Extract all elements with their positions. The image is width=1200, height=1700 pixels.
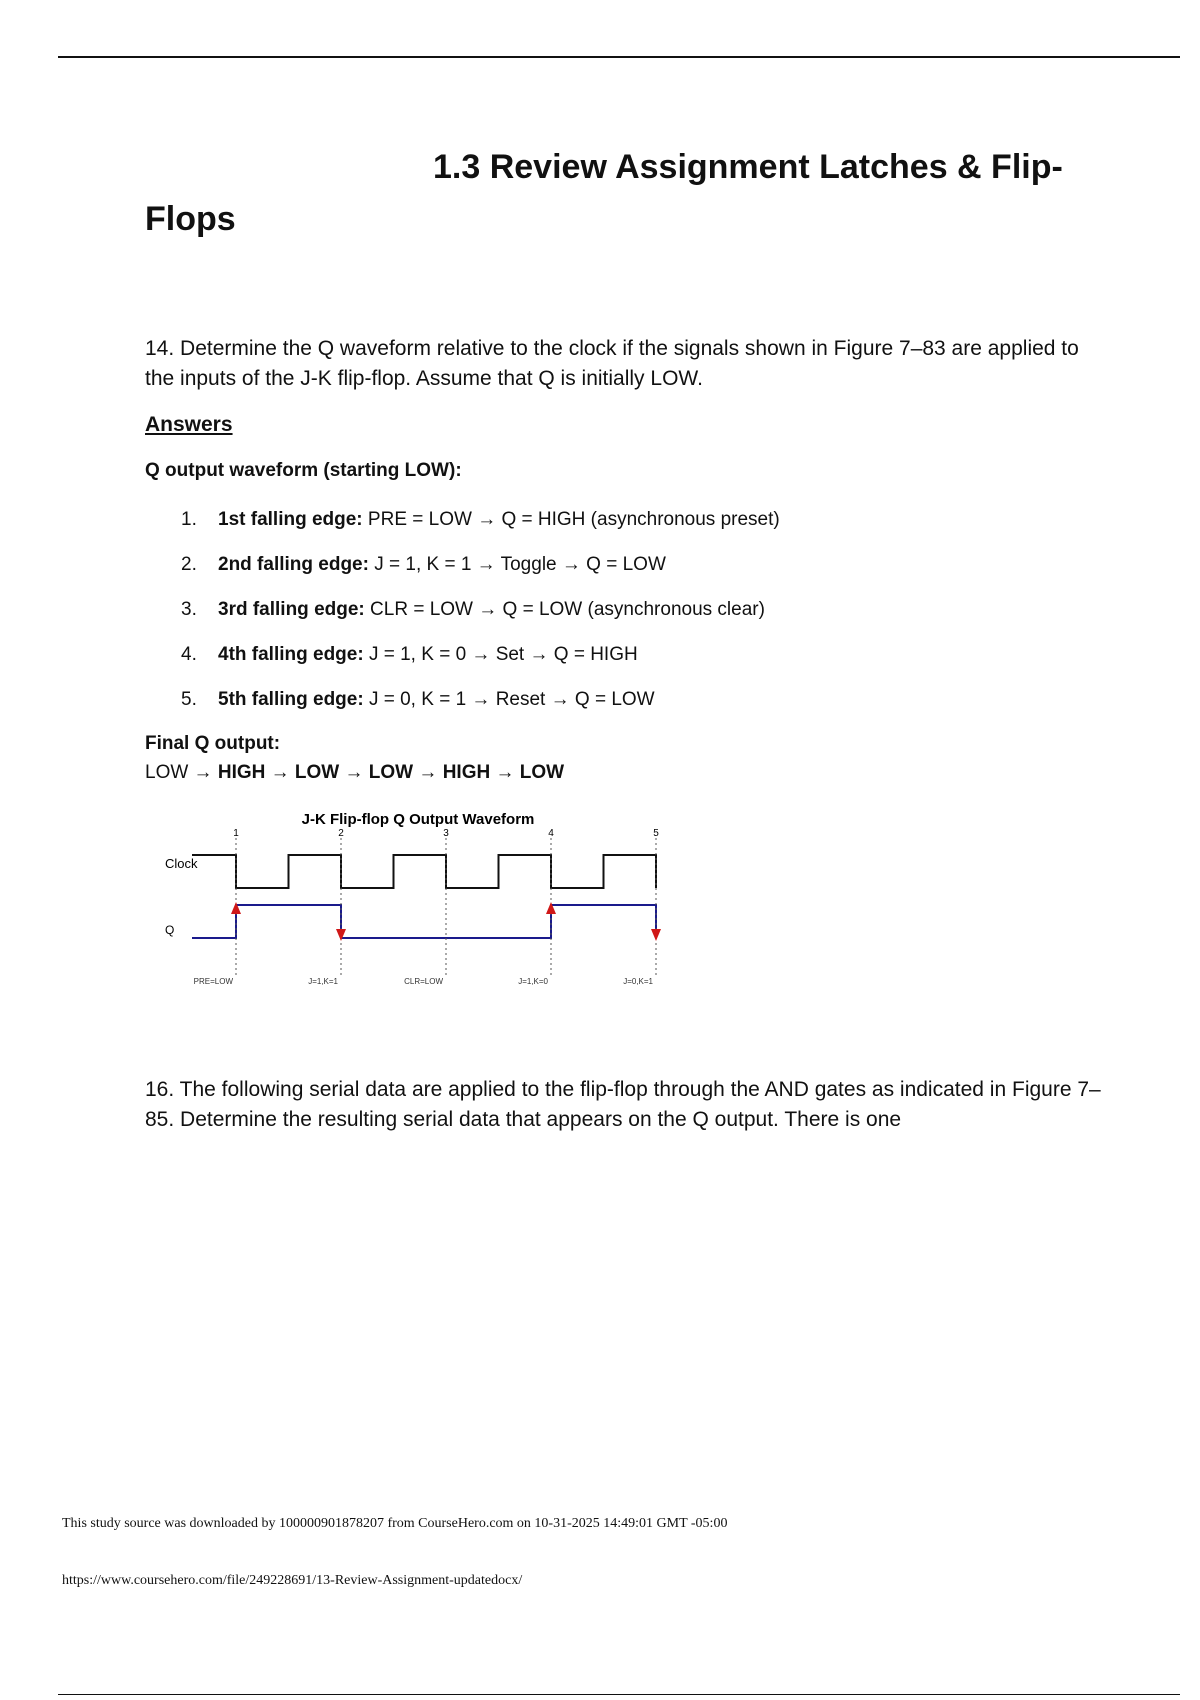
- edge-label: J=1,K=0: [518, 977, 548, 986]
- seq-part: LOW: [368, 762, 414, 783]
- step-item: [145, 595, 780, 640]
- edge-label: CLR=LOW: [404, 977, 443, 986]
- clock-trace: [192, 855, 656, 888]
- seq-part: →: [413, 762, 443, 783]
- arrow-up-icon: [546, 902, 556, 914]
- figure-title: J-K Flip-flop Q Output Waveform: [301, 811, 535, 828]
- final-q-label: Final Q output:: [145, 733, 281, 754]
- step-text: J = 1, K = 1 → Toggle → Q = LOW: [368, 554, 666, 575]
- step-item: [145, 505, 780, 550]
- seq-part: →: [265, 762, 295, 783]
- final-q-sequence: [145, 762, 564, 784]
- source-url[interactable]: https://www.coursehero.com/file/249228691/13-Review-Assignment-updatedocx/: [62, 1573, 523, 1588]
- question-14: 14. Determine the Q waveform relative to the clock if the signals shown in Figure 7–83 are applied to the inputs of the J-K flip-flop. Assume that Q is initially LOW.: [145, 337, 1079, 390]
- waveform-traces: [192, 828, 661, 986]
- seq-part: LOW: [294, 762, 340, 783]
- jk-waveform-figure: [150, 800, 680, 1000]
- clock-label: Clock: [165, 856, 198, 871]
- step-text: PRE = LOW → Q = HIGH (asynchronous preset): [362, 509, 780, 530]
- q-output-heading: Q output waveform (starting LOW):: [145, 460, 462, 481]
- step-number: 5.: [181, 689, 197, 710]
- step-number: 3.: [181, 599, 197, 620]
- edge-label: PRE=LOW: [193, 977, 233, 986]
- q-label: Q: [165, 923, 175, 937]
- step-number: 2.: [181, 554, 197, 575]
- download-notice: This study source was downloaded by 100000901878207 from CourseHero.com on 10-31-2025 14:49:01 GMT -05:00: [62, 1516, 728, 1531]
- arrow-up-icon: [231, 902, 241, 914]
- edge-label: J=1,K=1: [308, 977, 338, 986]
- seq-part: →: [339, 762, 369, 783]
- seq-part: LOW: [145, 762, 189, 783]
- q-trace: [192, 905, 656, 938]
- seq-part: →: [188, 762, 218, 783]
- edge-number: 1: [233, 828, 239, 839]
- bottom-rule: [58, 1694, 1180, 1695]
- step-text: CLR = LOW → Q = LOW (asynchronous clear): [364, 599, 765, 620]
- arrow-down-icon: [336, 929, 346, 941]
- edge-number: 5: [653, 828, 659, 839]
- page-title-line1: 1.3 Review Assignment Latches & Flip-: [433, 148, 1063, 186]
- step-edge: 1st falling edge:: [218, 509, 363, 530]
- step-edge: 2nd falling edge:: [218, 554, 369, 575]
- seq-part: LOW: [519, 762, 565, 783]
- step-text: J = 0, K = 1 → Reset → Q = LOW: [363, 689, 655, 710]
- step-item: [145, 685, 780, 730]
- step-number: 1.: [181, 509, 197, 530]
- arrow-down-icon: [651, 929, 661, 941]
- edge-number: 3: [443, 828, 449, 839]
- step-text: J = 1, K = 0 → Set → Q = HIGH: [363, 644, 638, 665]
- page-title-line2: Flops: [145, 200, 236, 238]
- seq-part: HIGH: [442, 762, 491, 783]
- question-16: 16. The following serial data are applied to the flip-flop through the AND gates as indicated in Figure 7–85. Determine the resulting serial data that appears on the Q output. There is one: [145, 1078, 1101, 1131]
- edge-label: J=0,K=1: [623, 977, 653, 986]
- step-item: [145, 640, 780, 685]
- step-item: [145, 550, 780, 595]
- top-rule: [58, 56, 1180, 58]
- falling-edge-steps: [145, 505, 780, 730]
- step-edge: 3rd falling edge:: [218, 599, 365, 620]
- step-edge: 4th falling edge:: [218, 644, 364, 665]
- step-number: 4.: [181, 644, 197, 665]
- edge-number: 2: [338, 828, 344, 839]
- seq-part: HIGH: [217, 762, 266, 783]
- step-edge: 5th falling edge:: [218, 689, 364, 710]
- seq-part: →: [490, 762, 520, 783]
- edge-number: 4: [548, 828, 554, 839]
- answers-heading: Answers: [145, 413, 233, 436]
